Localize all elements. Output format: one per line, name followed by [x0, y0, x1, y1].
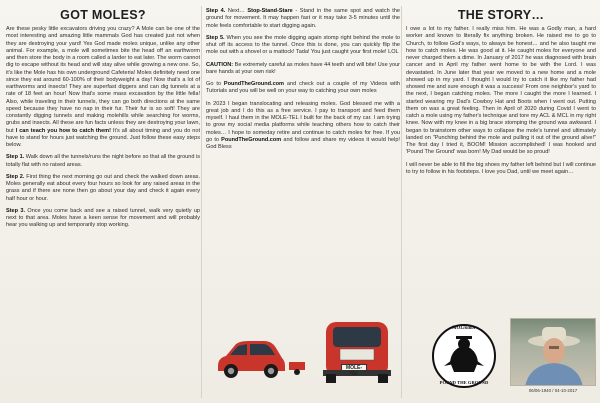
step-2-text: First thing the next morning go out and check the walked down areas. Moles generally eat about every four hours so look for any raised areas in the grass and if there are none then go about your day and check it again every half hour or hour.: [6, 173, 200, 202]
father-photo: [510, 318, 596, 386]
step-5-text: When you see the mole digging again stomp right behind the mole to shut off its access to the tunnel. Once this is done, you can quickly flip the mole out with a shovel or a mattock! Tada! You just caught your first mole! LOL: [206, 34, 401, 56]
step-2-label: Step 2.: [6, 173, 25, 180]
logo-bottom-text: POUND THE GROUND: [439, 380, 489, 385]
red-car-side-image: [214, 336, 286, 380]
photo-dates: 06/06-1940 / 04-10-2017: [528, 388, 578, 393]
translocation-paragraph: [206, 101, 400, 152]
website-link[interactable]: PoundTheGround.com: [223, 81, 284, 87]
step-3-text: Once you come back and see a raised tunnel, walk very quietly up next to that area. Moles have a keen sense for movement and will probably hear you walking up and temporarily stop working.: [6, 207, 201, 229]
website-link[interactable]: PoundTheGround.com: [221, 136, 282, 143]
intro-text: Are these pesky little excavators driving you crazy? A Mole can be one of the most interesting and amazing little mammals God has created just not when they are destroying your yard! Yes God made moles unique, unlike any other animal. For example, a mole will sometimes bite the head off an earthworm and then store the body in a room called a larder to eat later. The worm cannot dig to escape without its head and will stay alive while growing a new one. So, it's like the Mole has his own underground Cafeteria! Moles definitely need one since they eat around 60-100% of their bodyweight a day! Now that's a lot of earthworms and insects! They are superfast diggers and can dig tunnels at a rate of 18 feet an hour! Now that's some mass excavation by the little fella! Also, while traveling in their tunnels, they can go both directions at the same speed because they have no nap in their fur. Their fur is so soft! They are constantly digging tunnels and making molehills while searching for worms, grubs and insects. All these are fun facts unless they are destroying your lawn, but: [6, 26, 200, 134]
step-3-label: Step 3.: [6, 207, 26, 214]
step-4-text: - Stand in the same spot and watch the ground for movement. It may happen fast or it may take 3-5 minutes until the mole feels comfortable to start digging again.: [206, 8, 400, 29]
story-paragraph-2: I will never be able to fill the big shoes my father left behind but I will continue to try to follow in his footsteps. I love you Dad, until we meet again…: [406, 161, 596, 175]
intro-bold-text: I can teach you how to catch them!: [15, 127, 111, 134]
step-4-pre-text: Next…: [225, 8, 248, 14]
step-4-label: Step 4.: [206, 8, 226, 14]
cars-illustration: [212, 316, 398, 396]
logo-top-text: MOLinator: [452, 326, 476, 331]
intro-paragraph: [6, 26, 200, 149]
mole-tel-plate: MOLE-TEL: [341, 364, 367, 371]
column-divider: [201, 6, 202, 398]
caution-text: Be extremely careful as moles have 44 teeth and will bite! Use your bare hands at your own risk!: [206, 61, 400, 75]
step-3-paragraph: [6, 208, 200, 230]
column-divider: [401, 6, 402, 398]
step-4-paragraph: [206, 8, 400, 30]
intro-end-text: It's all about timing and you do not have to stand for hours just watching the ground. Just follow these easy steps below.: [6, 127, 200, 148]
step-1-paragraph: [6, 154, 200, 169]
step-4-bold-text: Stop-Stand-Stare: [247, 8, 293, 14]
caution-label: CAUTION:: [206, 61, 234, 68]
father-portrait-image: [511, 319, 596, 386]
story-heading: THE STORY…: [457, 8, 545, 22]
got-moles-column: [6, 8, 200, 235]
translocation-end-text: and follow and share my videos it would help! God Bless: [206, 136, 400, 150]
step-5-paragraph: [206, 35, 400, 57]
translocation-text: In 2023 I began translocating and releasing moles. God blessed me with a great job and I do this as a free service. I pay to transport and feed them myself. I haul them in the MOLE-TEL I built for the back of my car. I am trying to grow my social media platforms while teaching others how to catch their moles… I hope to someday retire and continue to catch moles for free. If you go to: [206, 100, 400, 143]
goto-pre-text: Go to: [206, 81, 224, 87]
step-2-paragraph: [6, 174, 200, 203]
got-moles-heading: GOT MOLES?: [60, 8, 146, 22]
story-column: [406, 8, 596, 181]
goto-text: and check out a couple of my Videos with Tutorials and you will be well on your way to catching your own moles: [206, 81, 400, 95]
step-1-text: Walk down all the tunnels/runs the night before so that all the ground is totally flat with no raised areas.: [6, 154, 201, 168]
goto-paragraph: [206, 81, 400, 96]
steps-column: [206, 8, 400, 156]
step-5-label: Step 5.: [206, 34, 225, 41]
step-1-label: Step 1.: [6, 154, 25, 161]
caution-paragraph: [206, 62, 400, 77]
story-paragraph-1: I owe a lot to my father. I really miss him. He was a Godly man, a hard worker and known to literally fix anything broken. He raised me to go to Church, to follow God's ways, to always be honest… and he also taught me how to catch moles. He was good at it. He caught moles for everyone and never charged them a dime. In January of 2017 he was diagnosed with brain cancer and in April my father went home to be with the Lord. I was devastated. In June later that year we moved to a new home and a mole showed up in my yard. I thought I would try to catch it like my father had showed me and sure enough it was a success! From one neighbor's yard to the next, I began catching moles. The more I caught the more I learned. I started wearing my Dad's Cowboy Hat and Boots when I went out. Putting them on was a great feeling. Then in April of 2020 during Covid I went to catch a mole using my father's technique and tore my ACL & MCL in my right knee. Now with my knee in a big brace stomping the ground was awkward. I began to brainstorm other ways to collapse the mole's tunnel and ultimately landed on "Punching behind the mole and pulling it out of the ground alive!" The first day I tried it, BOOM! Mission accomplished! I was hooked and 'Pound The Ground' was born! My Dad would be so proud!: [406, 26, 596, 156]
trailer-image: [288, 360, 308, 376]
